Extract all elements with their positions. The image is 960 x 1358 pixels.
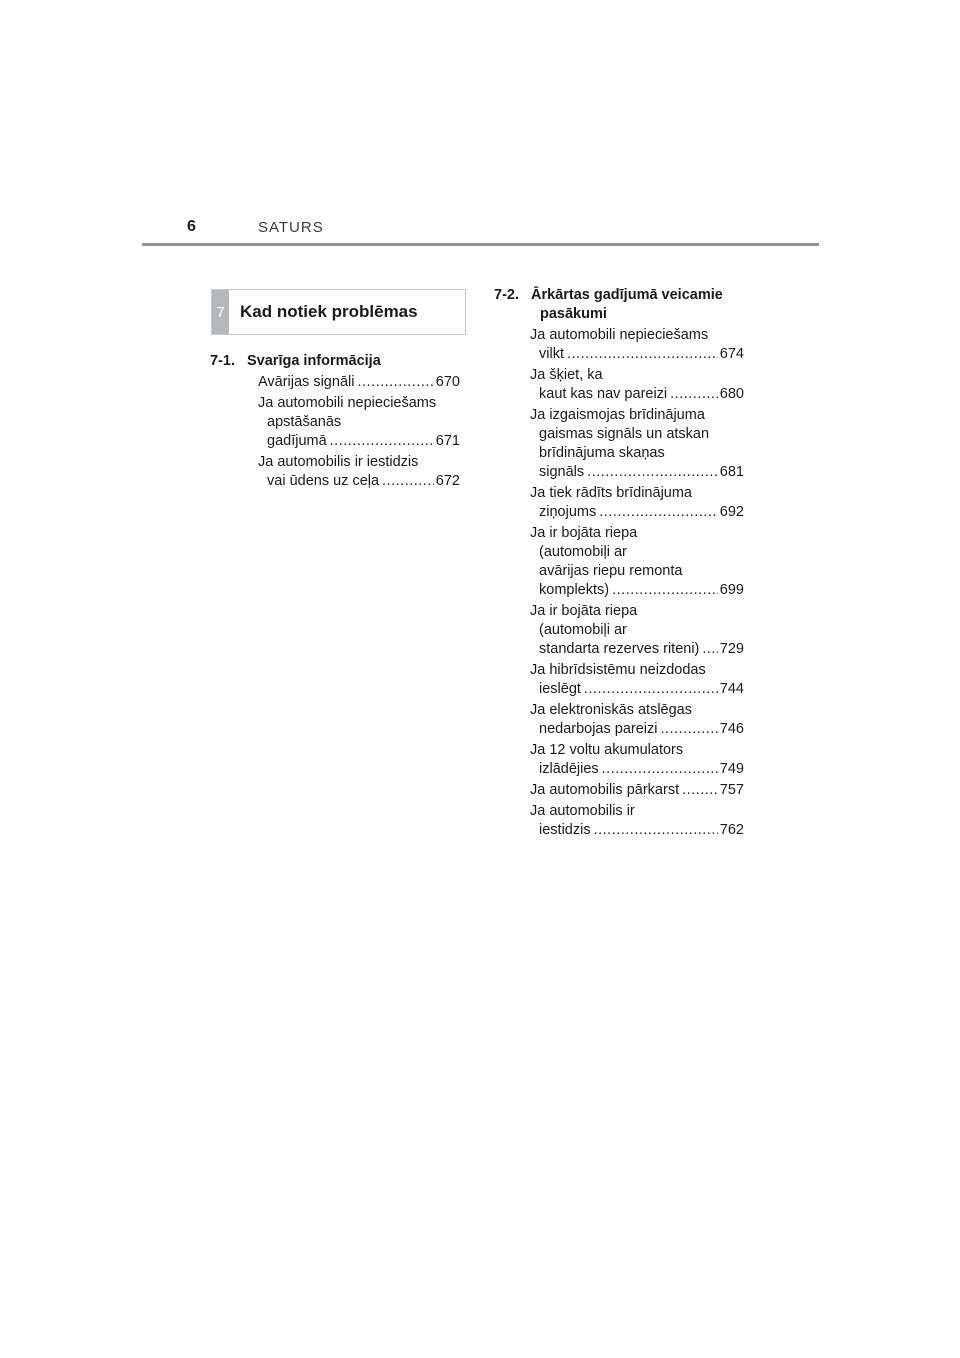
section-title: Kad notiek problēmas (240, 302, 418, 321)
toc-entry[interactable] (494, 781, 744, 800)
toc-entry-line: Ja automobilis ir (530, 803, 635, 819)
section-banner (211, 289, 466, 335)
toc-entry[interactable] (494, 741, 744, 779)
toc-entry-label: kaut kas nav pareizi (539, 386, 668, 402)
toc-entry[interactable] (494, 326, 744, 364)
toc-entry-line: Ja ir bojāta riepa (530, 603, 638, 619)
toc-entry-label: vai ūdens uz ceļa (267, 473, 380, 489)
toc-entry-label: vilkt (539, 346, 564, 362)
toc-heading-number: 7-2. (494, 287, 519, 303)
toc-entry-label: ziņojums (539, 504, 597, 520)
toc-leader-dots (599, 503, 718, 522)
toc-entry[interactable] (494, 406, 744, 482)
toc-entry-label: nedarbojas pareizi (539, 721, 658, 737)
toc-leader-dots (670, 385, 718, 404)
toc-entry-label: komplekts) (539, 582, 610, 598)
header-title: SATURS (258, 219, 324, 236)
toc-page-number: 670 (435, 374, 460, 390)
toc-entry[interactable] (210, 453, 460, 491)
section-tab-number: 7 (212, 290, 229, 334)
toc-page-number: 671 (435, 433, 460, 449)
toc-leader-dots (682, 781, 718, 800)
toc-heading-number: 7-1. (210, 353, 235, 369)
toc-entry-label: Avārijas signāli (258, 374, 355, 390)
toc-leader-dots (702, 640, 717, 659)
toc-heading-text-line: pasākumi (540, 306, 607, 322)
toc-page-number: 746 (719, 721, 744, 737)
toc-entry-line: Ja izgaismojas brīdinājuma (530, 407, 705, 423)
toc-column-left (210, 352, 460, 493)
toc-leader-dots (602, 760, 718, 779)
toc-entry[interactable] (494, 802, 744, 840)
toc-entry-line: brīdinājuma skaņas (539, 445, 665, 461)
toc-entry[interactable] (494, 661, 744, 699)
toc-leader-dots (330, 432, 434, 451)
toc-entry-line: Ja elektroniskās atslēgas (530, 702, 692, 718)
page-number: 6 (187, 218, 196, 235)
toc-leader-dots (587, 463, 718, 482)
toc-heading (210, 352, 460, 371)
toc-page-number: 762 (719, 822, 744, 838)
toc-entry-line: Ja automobili nepieciešams (530, 327, 709, 343)
toc-entry[interactable] (494, 366, 744, 404)
toc-leader-dots (357, 373, 433, 392)
toc-entry-label: Ja automobilis pārkarst (530, 782, 680, 798)
toc-page-number: 681 (719, 464, 744, 480)
toc-leader-dots (594, 821, 718, 840)
toc-heading-text-line: Ārkārtas gadījumā veicamie (531, 287, 723, 303)
toc-leader-dots (612, 581, 718, 600)
toc-page-number: 672 (435, 473, 460, 489)
toc-entry-line: avārijas riepu remonta (539, 563, 683, 579)
toc-entry-label: izlādējies (539, 761, 599, 777)
toc-entry-label: signāls (539, 464, 585, 480)
toc-entry-line: Ja ir bojāta riepa (530, 525, 638, 541)
toc-page-number: 729 (719, 641, 744, 657)
toc-page-number: 674 (719, 346, 744, 362)
toc-entry[interactable] (494, 524, 744, 600)
toc-entry[interactable] (210, 373, 460, 392)
toc-leader-dots (584, 680, 718, 699)
toc-entry-label: gadījumā (267, 433, 327, 449)
toc-entry[interactable] (210, 394, 460, 451)
toc-entry-line: Ja automobili nepieciešams (258, 395, 437, 411)
toc-page-number: 749 (719, 761, 744, 777)
toc-page-number: 757 (719, 782, 744, 798)
toc-entry-line: Ja šķiet, ka (530, 367, 603, 383)
header-rule (142, 243, 819, 246)
toc-entry-label: iestidzis (539, 822, 591, 838)
toc-entry-line: (automobiļi ar (539, 622, 627, 638)
toc-column-right (494, 286, 744, 842)
toc-entry-line: Ja tiek rādīts brīdinājuma (530, 485, 692, 501)
toc-page-number: 744 (719, 681, 744, 697)
toc-page-number: 692 (719, 504, 744, 520)
toc-entry-line: apstāšanās (267, 414, 342, 430)
toc-heading (494, 286, 744, 324)
toc-entry-line: gaismas signāls un atskan (539, 426, 710, 442)
toc-heading-text: Svarīga informācija (247, 353, 381, 369)
toc-entries-right (494, 326, 744, 840)
toc-entry[interactable] (494, 484, 744, 522)
toc-entry-label: ieslēgt (539, 681, 581, 697)
toc-entry[interactable] (494, 602, 744, 659)
toc-entry-line: (automobiļi ar (539, 544, 627, 560)
toc-heading-text (531, 286, 744, 324)
toc-entries-left (210, 373, 460, 491)
toc-entry-line: Ja automobilis ir iestidzis (258, 454, 419, 470)
toc-leader-dots (661, 720, 718, 739)
toc-page-number: 699 (719, 582, 744, 598)
toc-entry[interactable] (494, 701, 744, 739)
toc-entry-label: standarta rezerves riteni) (539, 641, 700, 657)
toc-entry-line: Ja hibrīdsistēmu neizdodas (530, 662, 706, 678)
toc-leader-dots (567, 345, 718, 364)
toc-entry-line: Ja 12 voltu akumulators (530, 742, 684, 758)
toc-leader-dots (382, 472, 434, 491)
toc-page-number: 680 (719, 386, 744, 402)
